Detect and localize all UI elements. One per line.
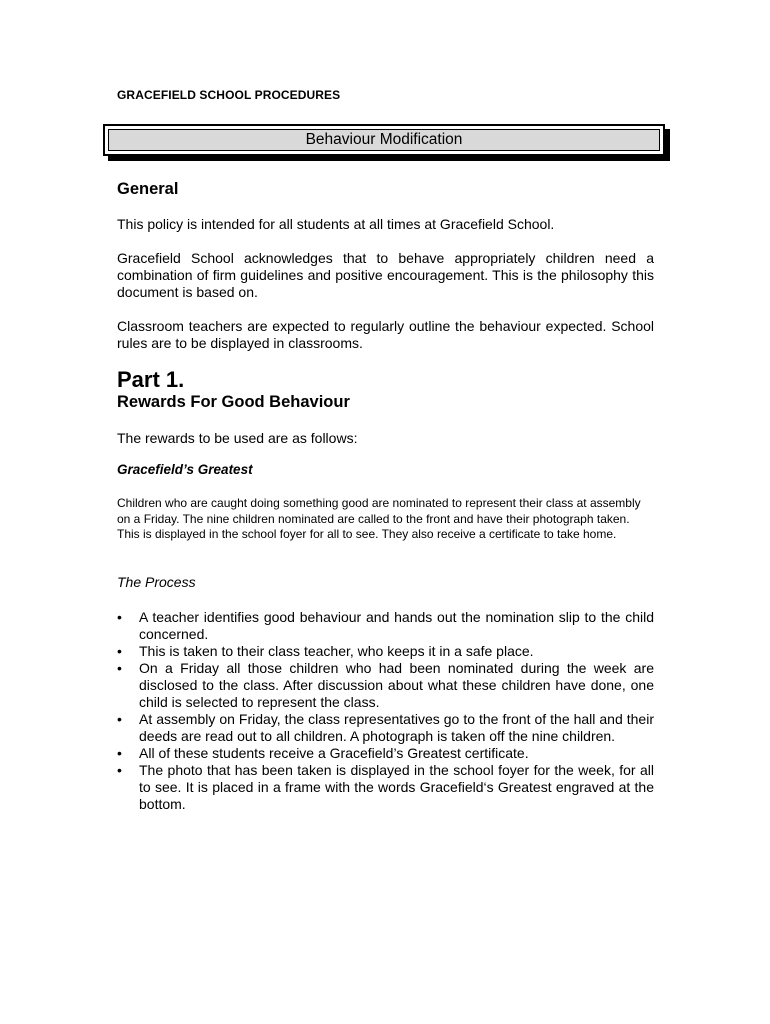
greatest-heading: Gracefield’s Greatest xyxy=(117,462,253,477)
general-paragraph-3: Classroom teachers are expected to regularly outline the behaviour expected. School rules are to be displayed in classrooms. xyxy=(117,318,654,351)
general-paragraph-2: Gracefield School acknowledges that to behave appropriately children need a combination of firm guidelines and positive encouragement. This is the philosophy this document is based on. xyxy=(117,250,654,300)
rewards-intro: The rewards to be used are as follows: xyxy=(117,430,358,446)
page-title: Behaviour Modification xyxy=(305,131,463,149)
process-heading: The Process xyxy=(117,574,196,590)
list-item xyxy=(117,643,654,660)
list-item xyxy=(117,609,654,643)
list-item-text: At assembly on Friday, the class representatives go to the front of the hall and their deeds are read out to all children. A photograph is taken off the nine children. xyxy=(139,711,654,744)
bullet-icon: • xyxy=(117,609,122,625)
list-item xyxy=(117,745,654,762)
greatest-description: Children who are caught doing something good are nominated to represent their class at assembly on a Friday. The nine children nominated are called to the front and have their photograph taken. This is displayed in the school foyer for all to see. They also receive a certificate to take home. xyxy=(117,496,641,541)
part-heading: Part 1. xyxy=(117,367,185,392)
bullet-icon: • xyxy=(117,762,122,778)
process-list xyxy=(117,609,654,813)
list-item xyxy=(117,762,654,813)
section-heading-general: General xyxy=(117,180,179,198)
list-item-text: On a Friday all those children who had been nominated during the week are disclosed to the class. After discussion about what these children have done, one child is selected to represent the class. xyxy=(139,660,654,710)
list-item xyxy=(117,660,654,711)
bullet-icon: • xyxy=(117,745,122,761)
list-item xyxy=(117,711,654,745)
general-paragraph-1: This policy is intended for all students at all times at Gracefield School. xyxy=(117,216,555,232)
title-banner-frame xyxy=(103,124,665,156)
title-banner-fill xyxy=(108,129,660,151)
list-item-text: All of these students receive a Gracefield’s Greatest certificate. xyxy=(139,745,529,761)
rewards-subheading: Rewards For Good Behaviour xyxy=(117,393,350,411)
bullet-icon: • xyxy=(117,660,122,676)
title-banner xyxy=(103,124,670,161)
list-item-text: This is taken to their class teacher, who keeps it in a safe place. xyxy=(139,643,534,659)
bullet-icon: • xyxy=(117,643,122,659)
bullet-icon: • xyxy=(117,711,122,727)
document-header: GRACEFIELD SCHOOL PROCEDURES xyxy=(117,88,341,102)
list-item-text: The photo that has been taken is displayed in the school foyer for the week, for all to see. It is placed in a frame with the words Gracefield‘s Greatest engraved at the bottom. xyxy=(139,762,654,812)
list-item-text: A teacher identifies good behaviour and hands out the nomination slip to the child concerned. xyxy=(139,609,654,642)
